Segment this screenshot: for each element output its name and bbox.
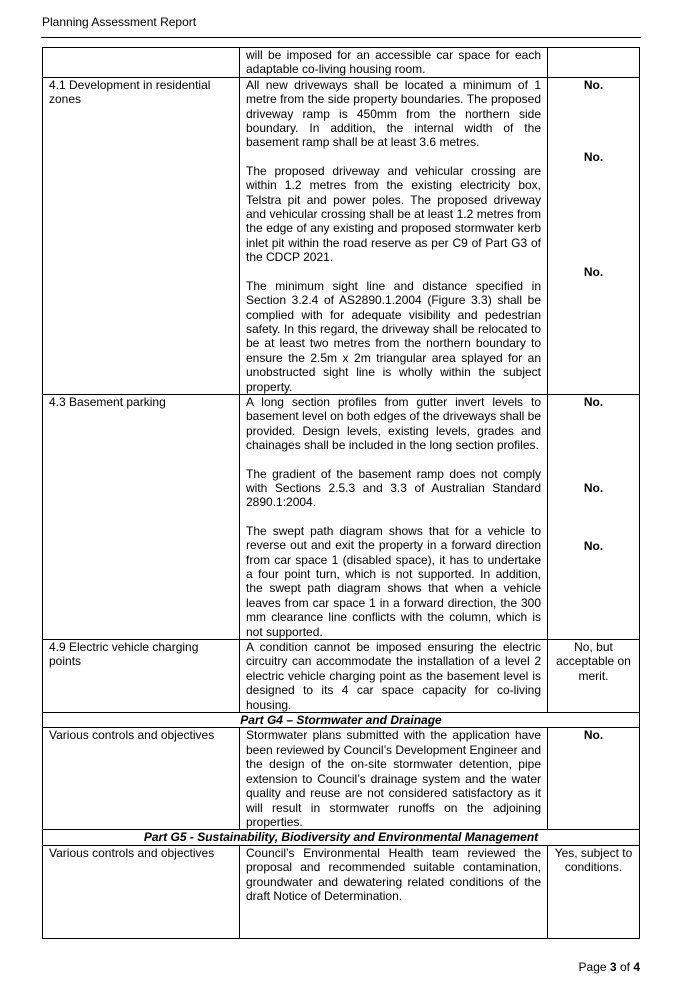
table-row bbox=[43, 394, 640, 639]
compliance-status: No. bbox=[583, 538, 604, 553]
assessment-text: The proposed driveway and vehicular crossing are within 1.2 metres from the existing electricity box, Telstra pit and power poles. The proposed driveway and vehicular crossing shall be at least 1.2 metres from the edge of any existing and proposed stormwater kerb inlet pit within the road reserve as per C9 of Part G3 of the CDCP 2021. bbox=[246, 163, 541, 265]
page-of: of bbox=[619, 960, 630, 974]
assessment-cell bbox=[240, 845, 548, 938]
control-label: 4.1 Development in residential zones bbox=[49, 77, 211, 107]
compliance-cell bbox=[548, 394, 640, 639]
compliance-status: No. bbox=[583, 150, 604, 165]
compliance-status: No. bbox=[583, 394, 604, 409]
compliance-cell bbox=[548, 640, 640, 713]
assessment-text: Stormwater plans submitted with the application have been reviewed by Council’s Development Engineer and the design of the on-site stormwater detention, pipe extension to Council’s drainage system and the water quality and reuse are not considered satisfactory as it will result in stormwater runoffs on the adjoining properties. bbox=[246, 728, 541, 829]
header-divider bbox=[41, 37, 641, 38]
assessment-cell bbox=[240, 394, 548, 639]
assessment-text: The gradient of the basement ramp does not comply with Sections 2.5.3 and 3.3 of Australian Standard 2890.1:2004. bbox=[246, 466, 541, 510]
compliance-status: Yes, subject to conditions. bbox=[554, 845, 633, 875]
compliance-cell bbox=[548, 845, 640, 938]
assessment-text: will be imposed for an accessible car space for each adaptable co-living housing room. bbox=[246, 48, 541, 77]
assessment-cell bbox=[240, 48, 548, 78]
report-header-title: Planning Assessment Report bbox=[42, 15, 197, 29]
control-label: Various controls and objectives bbox=[49, 845, 215, 860]
table-row bbox=[43, 77, 640, 394]
assessment-text: A condition cannot be imposed ensuring the electric circuitry can accommodate the installation of a level 2 electric vehicle charging point as the basement level is designed to its 4 car space capacity for co-living housing. bbox=[246, 640, 541, 712]
section-heading-row bbox=[43, 713, 640, 728]
section-heading: Part G5 - Sustainability, Biodiversity and Environmental Management bbox=[43, 830, 640, 845]
page-current: 3 bbox=[609, 960, 617, 974]
compliance-cell bbox=[548, 48, 640, 78]
assessment-table bbox=[42, 47, 640, 939]
compliance-cell bbox=[548, 728, 640, 830]
assessment-text: The minimum sight line and distance specified in Section 3.2.4 of AS2890.1.2004 (Figure 3.3) shall be complied with for adequate visibility and pedestrian safety. In this regard, the driveway shall be relocated to be at least two metres from the northern boundary to ensure the 2.5m x 2m triangular area splayed for an unobstructed sight line is wholly within the subject property. bbox=[246, 278, 541, 394]
assessment-text: All new driveways shall be located a minimum of 1 metre from the side property boundaries. The proposed driveway ramp is 450mm from the northern side boundary. In addition, the internal width of the basement ramp shall be at least 3.6 metres. bbox=[246, 77, 541, 150]
control-cell bbox=[43, 728, 240, 830]
section-heading-row bbox=[43, 830, 640, 845]
page-number bbox=[579, 960, 640, 974]
table-row bbox=[43, 728, 640, 830]
compliance-status: No. bbox=[583, 77, 604, 92]
compliance-status: No. bbox=[583, 264, 604, 279]
table-row bbox=[43, 845, 640, 938]
compliance-status: No. bbox=[583, 481, 604, 496]
assessment-cell bbox=[240, 640, 548, 713]
assessment-cell bbox=[240, 77, 548, 394]
control-cell bbox=[43, 48, 240, 78]
table-row bbox=[43, 48, 640, 78]
assessment-text: A long section profiles from gutter invert levels to basement level on both edges of the driveways shall be provided. Design levels, existing levels, grades and chainages shall be included in the long section profiles. bbox=[246, 394, 541, 453]
assessment-cell bbox=[240, 728, 548, 830]
page-total: 4 bbox=[633, 960, 640, 974]
control-cell bbox=[43, 394, 240, 639]
compliance-status: No, but acceptable on merit. bbox=[556, 640, 631, 683]
control-label: 4.3 Basement parking bbox=[49, 394, 166, 409]
section-heading: Part G4 – Stormwater and Drainage bbox=[43, 713, 640, 728]
assessment-text: Council’s Environmental Health team reviewed the proposal and recommended suitable contamination, groundwater and dewatering related conditions of the draft Notice of Determination. bbox=[246, 845, 541, 903]
table-row bbox=[43, 640, 640, 713]
control-cell bbox=[43, 845, 240, 938]
control-label: 4.9 Electric vehicle charging points bbox=[49, 640, 199, 669]
control-cell bbox=[43, 640, 240, 713]
control-cell bbox=[43, 77, 240, 394]
compliance-cell bbox=[548, 77, 640, 394]
assessment-text: The swept path diagram shows that for a vehicle to reverse out and exit the property in a forward direction from car space 1 (disabled space), it has to undertake a four point turn, which is not supported. In addition, the swept path diagram shows that when a vehicle leaves from car space 1 in a forward direction, the 300 mm clearance line conflicts with the column, which is not supported. bbox=[246, 523, 541, 639]
page-prefix: Page bbox=[578, 960, 607, 974]
compliance-status: No. bbox=[583, 728, 604, 743]
control-label: Various controls and objectives bbox=[49, 728, 215, 743]
